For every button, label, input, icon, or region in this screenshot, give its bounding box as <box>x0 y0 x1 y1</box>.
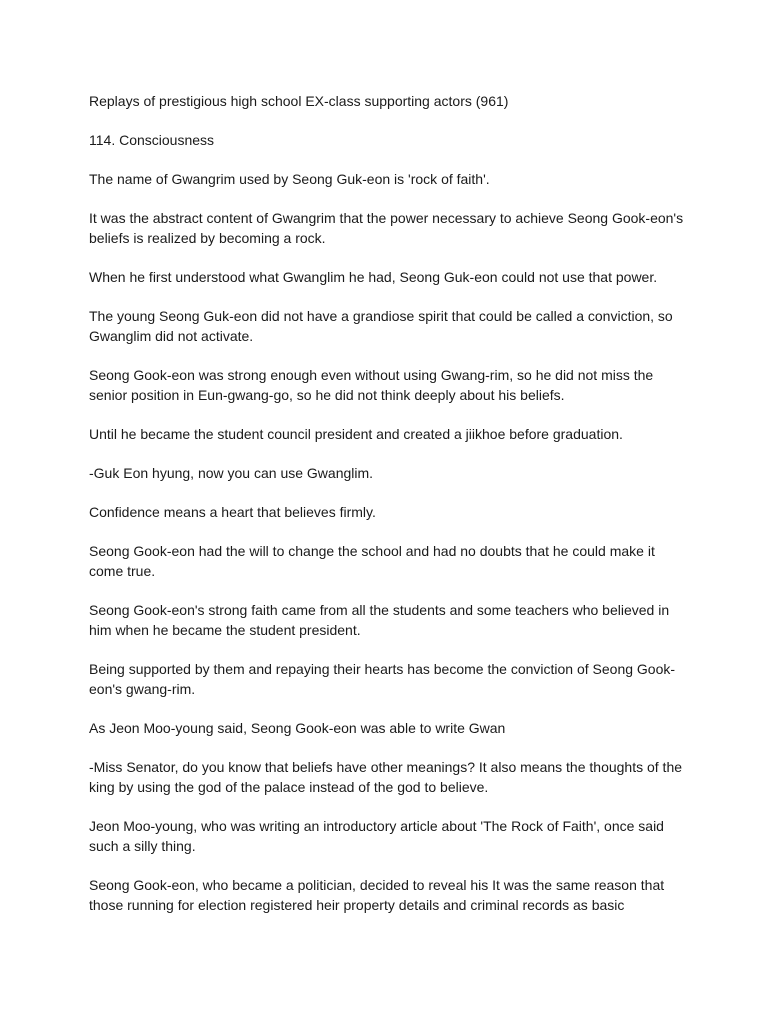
document-body <box>89 91 689 934</box>
paragraph: Seong Gook-eon was strong enough even without using Gwang-rim, so he did not miss the senior position in Eun-gwang-go, so he did not think deeply about his beliefs. <box>89 367 654 403</box>
paragraph: Being supported by them and repaying their hearts has become the conviction of Seong Gook-eon's gwang-rim. <box>89 661 676 697</box>
document-title: Replays of prestigious high school EX-class supporting actors (961) <box>89 93 509 109</box>
paragraph: The young Seong Guk-eon did not have a grandiose spirit that could be called a conviction, so Gwanglim did not activate. <box>89 308 673 344</box>
paragraph: Confidence means a heart that believes firmly. <box>89 504 376 520</box>
paragraph: -Miss Senator, do you know that beliefs have other meanings? It also means the thoughts of the king by using the god of the palace instead of the god to believe. <box>89 759 683 795</box>
paragraph: When he first understood what Gwanglim he had, Seong Guk-eon could not use that power. <box>89 269 658 285</box>
paragraph: Until he became the student council president and created a jiikhoe before graduation. <box>89 426 623 442</box>
paragraph: Seong Gook-eon had the will to change the school and had no doubts that he could make it come true. <box>89 543 655 579</box>
paragraph: Seong Gook-eon's strong faith came from all the students and some teachers who believed in him when he became the student president. <box>89 602 670 638</box>
paragraph: It was the abstract content of Gwangrim that the power necessary to achieve Seong Gook-eon's beliefs is realized by becoming a rock. <box>89 210 684 246</box>
chapter-heading: 114. Consciousness <box>89 132 215 148</box>
paragraph: Jeon Moo-young, who was writing an introductory article about 'The Rock of Faith', once said such a silly thing. <box>89 818 664 854</box>
paragraph: -Guk Eon hyung, now you can use Gwanglim. <box>89 465 374 481</box>
paragraph: Seong Gook-eon, who became a politician, decided to reveal his It was the same reason that those running for election registered heir property details and criminal records as basic <box>89 877 665 913</box>
paragraph: As Jeon Moo-young said, Seong Gook-eon was able to write Gwan <box>89 720 506 736</box>
paragraph: The name of Gwangrim used by Seong Guk-eon is 'rock of faith'. <box>89 171 490 187</box>
